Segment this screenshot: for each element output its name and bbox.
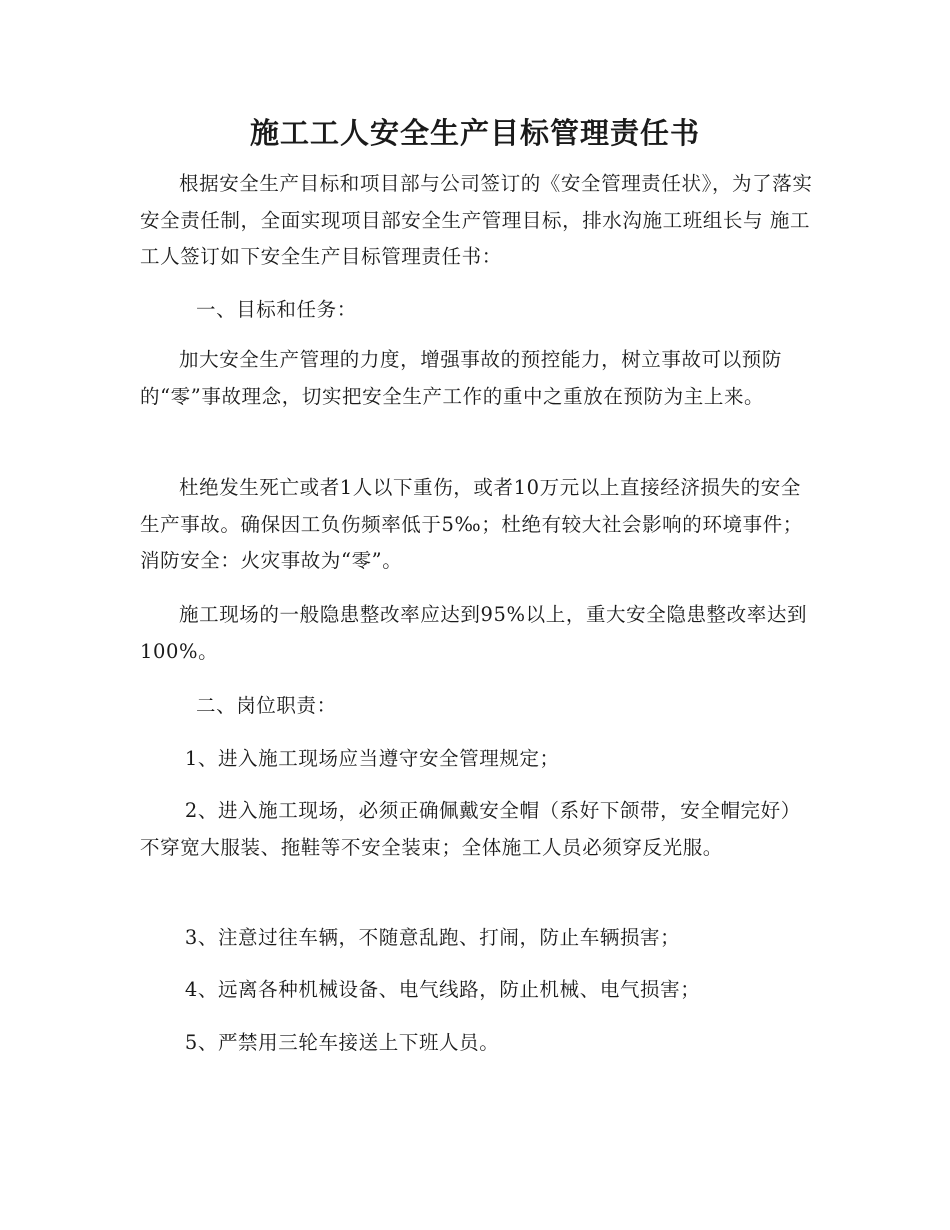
document-title: 施工工人安全生产目标管理责任书	[249, 116, 700, 150]
goals-paragraph-1: 加大安全生产管理的力度，增强事故的预控能力，树立事故可以预防的“零”事故理念，切实把安全生产工作的重中之重放在预防为主上来。	[140, 348, 783, 408]
duty-item-1: 1、进入施工现场应当遵守安全管理规定；	[184, 747, 560, 770]
intro-paragraph: 根据安全生产目标和项目部与公司签订的《安全管理责任状》，为了落实安全责任制，全面实现项目部安全生产管理目标，排水沟施工班组长与 施工工人签订如下安全生产目标管理责任书：	[140, 172, 813, 268]
duty-item-3: 3、注意过往车辆，不随意乱跑、打闹，防止车辆损害；	[184, 926, 681, 949]
duty-item-5: 5、严禁用三轮车接送上下班人员。	[184, 1031, 500, 1054]
duty-item-2: 2、进入施工现场，必须正确佩戴安全帽（系好下颌带，安全帽完好）不穿宽大服装、拖鞋等不安全装束；全体施工人员必须穿反光服。	[140, 799, 801, 859]
goals-paragraph-2: 杜绝发生死亡或者1人以下重伤，或者10万元以上直接经济损失的安全生产事故。确保因工负伤频率低于5‰；杜绝有较大社会影响的环境事件；消防安全：火灾事故为“零”。	[140, 476, 803, 572]
duty-item-4: 4、远离各种机械设备、电气线路，防止机械、电气损害；	[184, 978, 701, 1001]
goals-paragraph-3: 施工现场的一般隐患整改率应达到95%以上，重大安全隐患整改率达到100%。	[140, 603, 808, 663]
section-heading-goals: 一、目标和任务：	[196, 298, 357, 321]
section-heading-duties: 二、岗位职责：	[196, 694, 337, 717]
